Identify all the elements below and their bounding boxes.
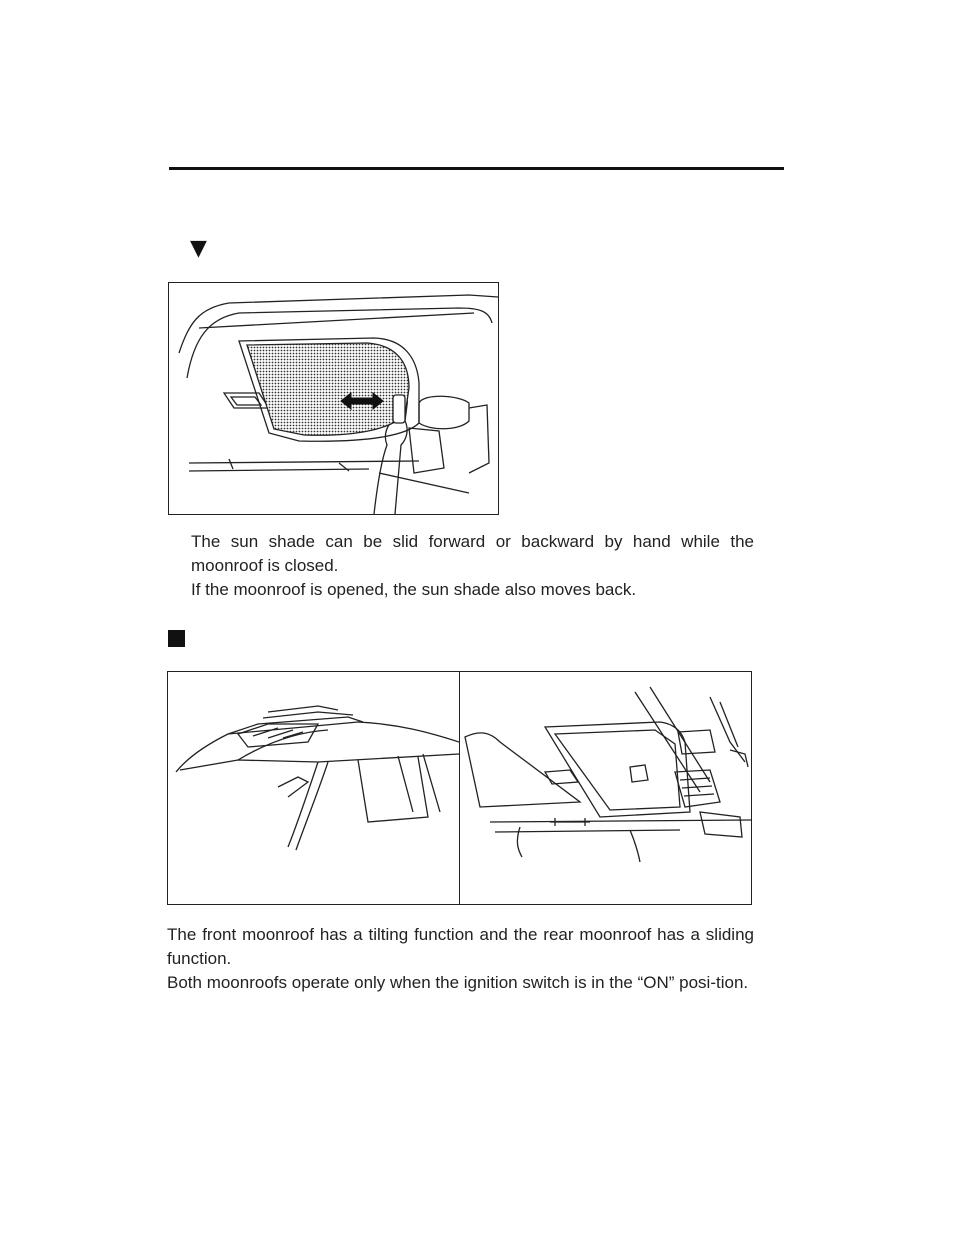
header-rule [169, 167, 784, 170]
moonroof-illustrations [167, 671, 752, 905]
interior-moonroof-illustration [460, 672, 751, 904]
sun-shade-illustration [168, 282, 499, 515]
moonroof-paragraph: The front moonroof has a tilting function and the rear moonroof has a sliding function. Both moonroofs operate only when the ignition switch is in the “ON” posi-tion. [167, 925, 754, 992]
sun-shade-paragraph: The sun shade can be slid forward or backward by hand while the moonroof is closed. If the moonroof is opened, the sun shade also moves back. [191, 532, 754, 599]
square-bullet-icon [168, 630, 185, 647]
exterior-moonroof-illustration [168, 672, 459, 904]
triangle-bullet-icon: ▼ [190, 236, 207, 261]
